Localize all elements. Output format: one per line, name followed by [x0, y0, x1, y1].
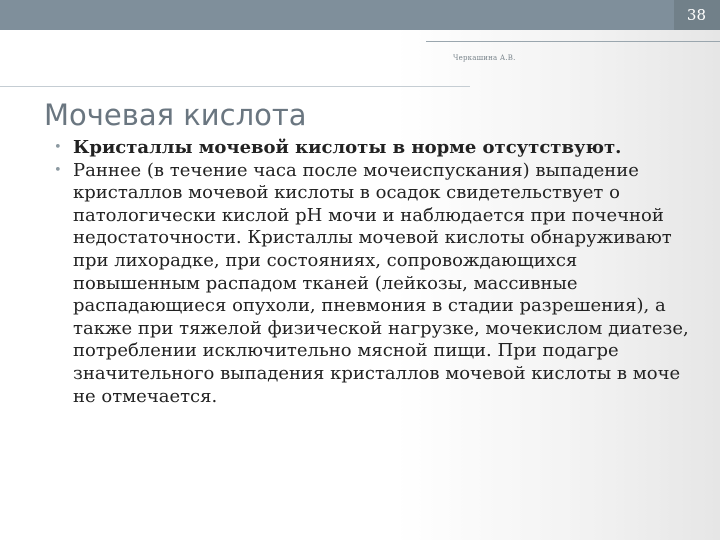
author-caption: Черкашина А.В. — [453, 54, 516, 62]
bullet-item — [54, 137, 694, 160]
header-rule-left — [0, 86, 470, 87]
header-rule-right — [426, 41, 720, 42]
bullet-dot-icon: • — [54, 162, 62, 178]
bullet-text: Кристаллы мочевой кислоты в норме отсутствуют. — [73, 137, 622, 158]
bullet-item — [54, 160, 694, 409]
top-bar — [0, 0, 720, 30]
page-number: 38 — [686, 6, 706, 24]
slide-title: Мочевая кислота — [44, 98, 307, 132]
bullet-list — [54, 137, 694, 408]
bullet-text: Раннее (в течение часа после мочеиспускания) выпадение кристаллов мочевой кислоты в осадок свидетельствует о патологически кислой рН мочи и наблюдается при почечной недостаточности. Кристаллы мочевой кислоты обнаруживают при лихорадке, при состояниях, сопровождающихся повышенным распадом тканей (лейкозы, массивные распадающиеся опухоли, пневмония в стадии разрешения), а также при тяжелой физической нагрузке, мочекислом диатезе, потреблении исключительно мясной пищи. При подагре значительного выпадения кристаллов мочевой кислоты в моче не отмечается. — [73, 159, 689, 407]
bullet-dot-icon: • — [54, 140, 62, 155]
